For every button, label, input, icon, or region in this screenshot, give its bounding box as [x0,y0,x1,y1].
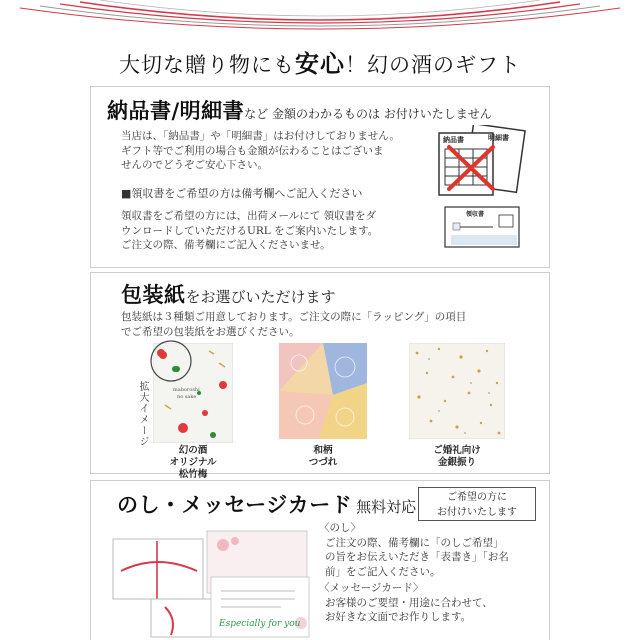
svg-text:no sake: no sake [177,394,197,400]
receipt-icon-label: 領収書 [466,211,485,218]
wrap-option-wagara-label: 和柄 つづれ [308,445,338,468]
svg-text:maboroshi: maboroshi [173,387,200,393]
mizuhiki-decoration [0,0,640,40]
noshi-heading: のし・メッセージカード 無料対応 [117,492,417,517]
page-title: 大切な贈り物にも安心！幻の酒のギフト [119,49,521,78]
invoice-body: 当店は、「納品書」や「明細書」はお付けしておりません。 ギフト等でご利用の場合も金額が伝わることはございま せんのでどうぞご安心下さい。 [121,130,400,171]
wrap-option-kinginfuri-swatch [409,343,505,439]
invoice-icon-label: 納品書 [443,135,464,144]
receipt-body: 領収書をご希望の方には、出荷メールにて 領収書をダ ウンロードしていただけるURL をご案内いたします。 ご注文の際、備考欄にご記入くださいませ。 [121,210,379,251]
noshi-section [90,480,550,640]
statement-icon-label: 明細書 [488,133,509,142]
card-script-text: Especially for you [219,619,301,629]
invoice-section [90,86,550,268]
invoice-heading: 納品書/明細書など 金額のわかるものは お付けいたしません [107,98,492,123]
wrapping-section [90,272,550,480]
wrapping-body: 包装紙は３種類ご用意しております。ご注文の際に「ラッピング」の項目 でご希望の包装紙をお選びください。 [121,311,467,338]
magnifier-icon [149,339,193,383]
noshi-badge: ご希望の方に お付けいたします [418,487,536,521]
wrap-option-wagara-swatch [279,343,367,439]
wrap-option-original-label: 幻の酒 オリジナル 松竹梅 [169,445,217,480]
receipt-heading: ■領収書をご希望の方は備考欄へご記入ください [121,187,363,200]
zoom-image-label: 拡大イメージ [137,381,148,447]
noshi-info: 〈のし〉 ご注文の際、備考欄に「のしご希望」 の旨をお伝えいただき「表書き」「お名 前」をご記入ください。 〈メッセージカード〉 お客様のご要望・用途に合わせて、 お好きな文面でお作りします。 [319,522,509,623]
wrap-option-kinginfuri-label: ご婚礼向け 金銀振り [433,445,481,468]
wrapping-heading: 包装紙をお選びいただけます [121,282,336,307]
